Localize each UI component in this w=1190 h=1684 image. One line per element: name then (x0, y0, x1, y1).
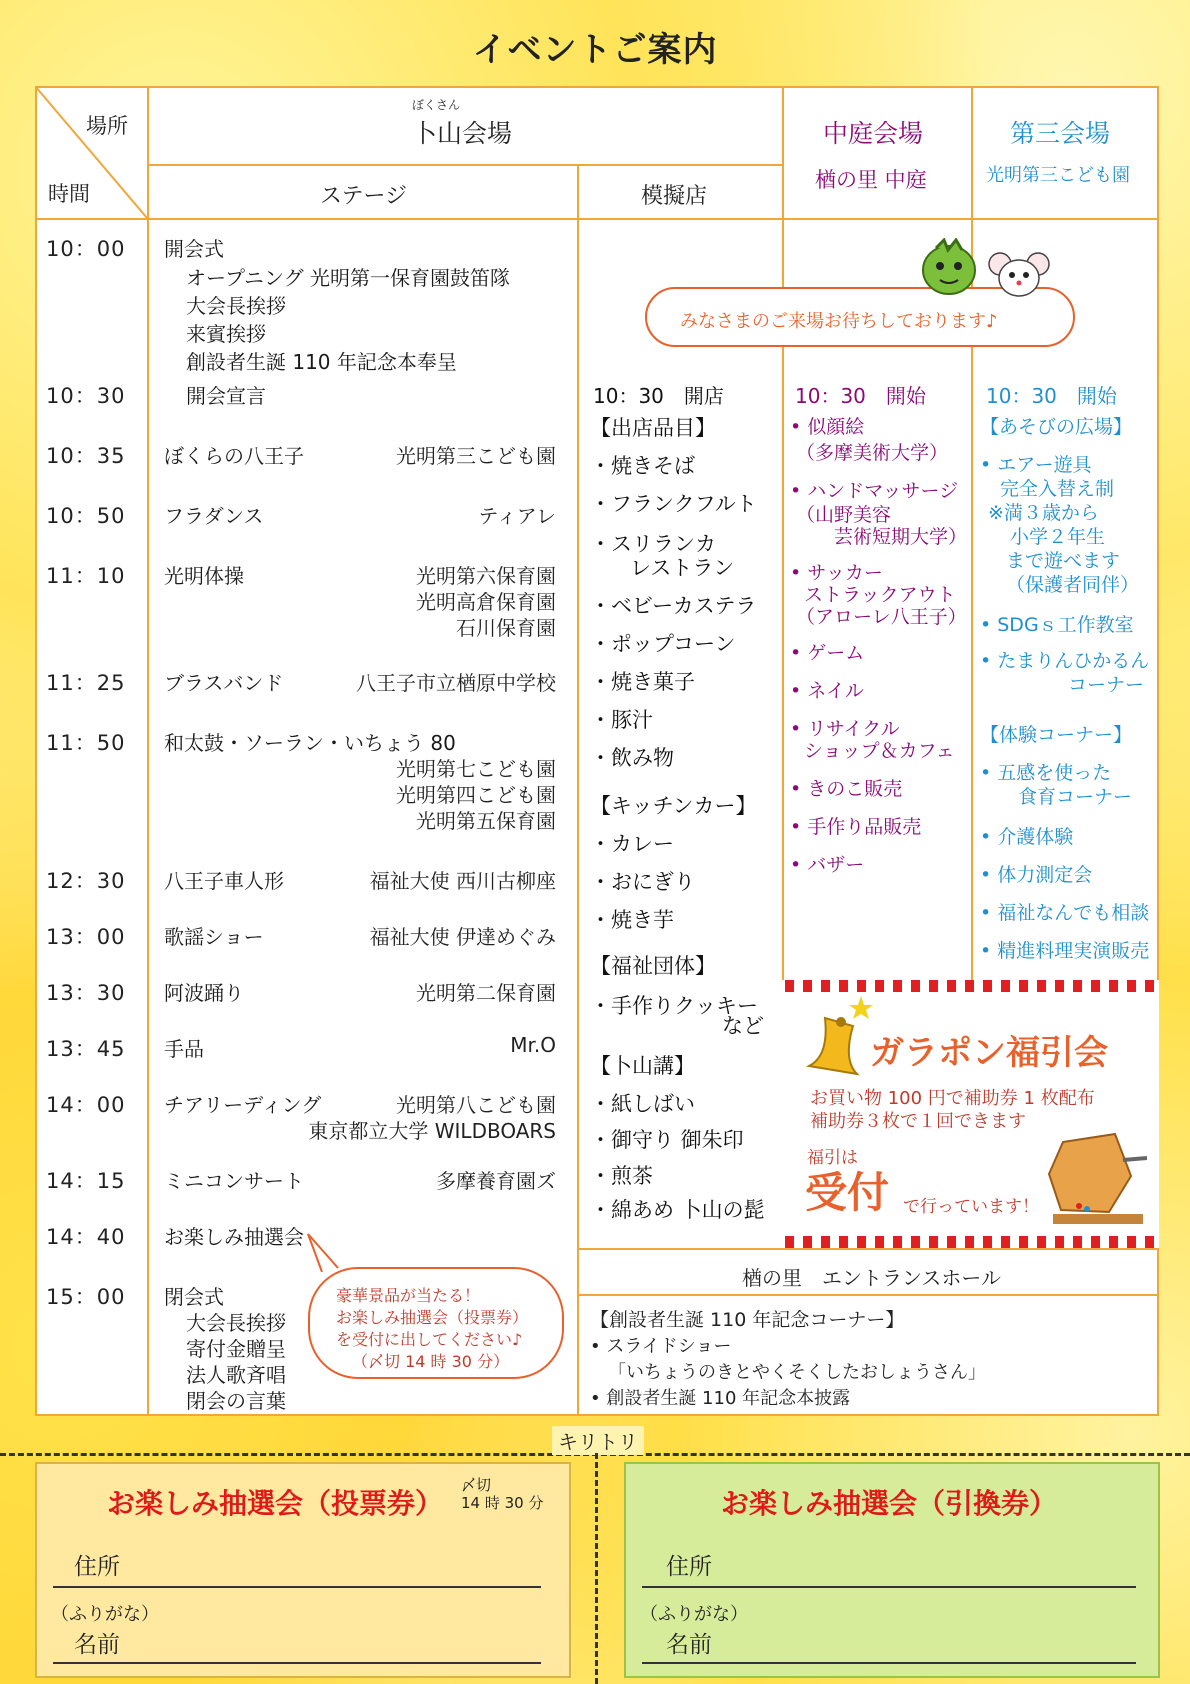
mogiten-item: ・フランクフルト (590, 492, 757, 516)
mogiten-item: など (722, 1014, 764, 1038)
schedule-org: 光明第五保育園 (416, 809, 556, 833)
daisan-item: 小学２年生 (1010, 526, 1106, 548)
welcome-text: みなさまのご来場お待ちしております♪ (680, 311, 998, 332)
daisan-venue: 第三会場 (1010, 119, 1111, 148)
name-underline (642, 1662, 1136, 1664)
mogiten-item: ・手作りクッキー (590, 994, 758, 1018)
garapon-panel (785, 980, 1159, 1248)
lottery-bubble-line: （〆切 14 時 30 分） (352, 1352, 510, 1371)
nakaniwa-item: • リサイクル (790, 718, 900, 740)
daisan-item: • たまりんひかるん (980, 650, 1150, 672)
schedule-time: 14：40 (46, 1225, 126, 1249)
schedule-act: 歌謡ショー (164, 925, 264, 949)
nakaniwa-item: • 似顔絵 (790, 416, 865, 438)
cut-line-vertical (595, 1453, 598, 1684)
nakaniwa-sub: 楢の里 中庭 (815, 168, 927, 192)
schedule-time: 13：45 (46, 1037, 126, 1061)
mogiten-item: ・綿あめ 卜山の髭 (590, 1198, 765, 1222)
schedule-act: ぼくらの八王子 (164, 444, 304, 468)
mogiten-item: 【卜山講】 (590, 1054, 695, 1078)
schedule-org: 光明第四こども園 (396, 783, 556, 807)
garapon-line1: お買い物 100 円で補助券 1 枚配布 (810, 1088, 1095, 1109)
schedule-time: 11：50 (46, 731, 126, 755)
schedule-act: チアリーディング (164, 1093, 322, 1117)
nakaniwa-item: • サッカー (790, 562, 883, 584)
daisan-item: • 精進料理実演販売 (980, 940, 1150, 962)
mogiten-item: 【キッチンカー】 (590, 794, 757, 818)
name-underline (53, 1662, 541, 1664)
schedule-org: 光明第七こども園 (396, 757, 556, 781)
nakaniwa-venue: 中庭会場 (823, 119, 924, 148)
green-mascot-icon (918, 238, 980, 296)
schedule-time: 13：00 (46, 925, 126, 949)
address-underline (53, 1586, 541, 1588)
schedule-org: ティアレ (478, 504, 556, 528)
schedule-act: 閉会式 (164, 1285, 224, 1309)
page-title: イベントご案内 (472, 30, 718, 70)
daisan-item: （保護者同伴） (1006, 574, 1140, 596)
schedule-org: 光明第二保育園 (416, 981, 556, 1005)
lottery-machine-icon (1043, 1130, 1153, 1230)
daisan-item: まで遊べます (1006, 550, 1121, 572)
schedule-org: 光明第六保育園 (416, 564, 556, 588)
nakaniwa-item: ショップ＆カフェ (804, 740, 955, 762)
daisan-item: • エアー遊具 (980, 454, 1092, 476)
schedule-time: 14：00 (46, 1093, 126, 1117)
schedule-time: 10：00 (46, 237, 126, 261)
divider (35, 218, 1159, 220)
divider (971, 86, 973, 980)
schedule-org: 福祉大使 西川古柳座 (369, 869, 556, 893)
bokusan-ruby: ぼくさん (412, 98, 461, 112)
entrance-line: • スライドショー (590, 1336, 732, 1357)
nakaniwa-item: ストラックアウト (804, 584, 956, 606)
lottery-bubble-line: 豪華景品が当たる！ (336, 1286, 481, 1305)
schedule-org: 東京都立大学 WILDBOARS (308, 1119, 556, 1143)
daisan-item: 完全入替え制 (1000, 478, 1115, 500)
red-stripe (785, 1236, 1159, 1248)
mogiten-item: ・豚汁 (590, 708, 653, 732)
schedule-act: 手品 (164, 1037, 204, 1061)
lottery-bubble-line: を受付に出してください♪ (336, 1330, 523, 1349)
mogiten-item: ・焼きそば (590, 454, 695, 478)
address-underline (642, 1586, 1136, 1588)
time-label: 時間 (48, 182, 90, 206)
mogiten-item: ・焼き芋 (590, 908, 674, 932)
garapon-post: で行っています！ (903, 1197, 1039, 1217)
mogiten-item: ・おにぎり (590, 870, 695, 894)
schedule-time: 13：30 (46, 981, 126, 1005)
schedule-org: 光明第八こども園 (396, 1093, 556, 1117)
schedule-act: 創設者生誕 110 年記念本奉呈 (186, 350, 457, 374)
divider (147, 86, 149, 1416)
schedule-time: 10：35 (46, 444, 126, 468)
schedule-act: 寄付金贈呈 (186, 1337, 286, 1361)
divider (577, 1248, 1159, 1250)
mogiten-item: ・焼き菓子 (590, 670, 695, 694)
schedule-org: Mr.O (510, 1033, 556, 1057)
mouse-mascot-icon (988, 248, 1050, 298)
mogiten-item: ・カレー (590, 832, 674, 856)
mogiten-item: ・ベビーカステラ (590, 594, 757, 618)
nakaniwa-item: • バザー (790, 854, 865, 876)
nakaniwa-item: • ネイル (790, 680, 864, 702)
mogiten-item: レストラン (630, 556, 735, 580)
bokusan-venue: 卜山会場 (412, 119, 513, 148)
daisan-item: コーナー (1068, 674, 1145, 696)
schedule-org: 多摩養育園ズ (436, 1169, 556, 1193)
schedule-act: 光明体操 (164, 564, 244, 588)
daisan-item: • 介護体験 (980, 826, 1074, 848)
vote-furigana-label: （ふりがな） (51, 1604, 159, 1625)
daisan-item: • 体力測定会 (980, 864, 1093, 886)
nakaniwa-item: （多摩美術大学） (796, 442, 949, 464)
schedule-time: 15：00 (46, 1285, 126, 1309)
schedule-act: 大会長挨拶 (186, 1311, 286, 1335)
nakaniwa-item: • 手作り品販売 (790, 816, 922, 838)
nakaniwa-item: • きのこ販売 (790, 778, 903, 800)
daisan-sub: 光明第三こども園 (986, 165, 1130, 186)
mogiten-item: ・御守り 御朱印 (590, 1128, 744, 1152)
schedule-time: 10：50 (46, 504, 126, 528)
daisan-item: • SDGｓ工作教室 (980, 614, 1134, 636)
schedule-act: フラダンス (164, 504, 264, 528)
bubble-tail-icon (300, 1232, 340, 1272)
divider (577, 165, 579, 1416)
mogiten-item: ・飲み物 (590, 746, 674, 770)
daisan-item: 食育コーナー (1018, 786, 1133, 808)
schedule-org: 八王子市立楢原中学校 (356, 671, 556, 695)
vote-ticket-title: お楽しみ抽選会（投票券） (107, 1487, 444, 1520)
exchange-ticket-title: お楽しみ抽選会（引換券） (721, 1487, 1058, 1520)
schedule-act: ブラスバンド (164, 671, 284, 695)
schedule-act: 八王子車人形 (164, 869, 284, 893)
schedule-act: 和太鼓・ソーラン・いちょう 80 (164, 731, 456, 755)
schedule-act: オープニング 光明第一保育園鼓笛隊 (186, 266, 510, 290)
daisan-item: 【体験コーナー】 (980, 724, 1133, 746)
kiritori-label: キリトリ (552, 1426, 644, 1455)
schedule-time: 11：25 (46, 671, 126, 695)
vote-ticket (35, 1462, 571, 1678)
nakaniwa-item: （山野美容 (796, 504, 892, 526)
stage-header: ステージ (320, 184, 408, 209)
daisan-item: 【あそびの広場】 (980, 416, 1133, 438)
daisan-item: • 五感を使った (980, 762, 1112, 784)
entrance-line: 「いちょうのきとやくそくしたおしょうさん」 (608, 1362, 986, 1383)
mogiten-item: ・紙しばい (590, 1092, 695, 1116)
daisan-item: • 福祉なんでも相談 (980, 902, 1150, 924)
nakaniwa-item: • ゲーム (790, 642, 865, 664)
lottery-bubble-line: お楽しみ抽選会（投票券） (336, 1308, 529, 1327)
mogiten-open: 10：30 開店 (593, 384, 724, 408)
exchange-name-label: 名前 (666, 1632, 712, 1658)
vote-name-label: 名前 (74, 1632, 120, 1658)
mogiten-item: ・スリランカ (590, 532, 716, 556)
nakaniwa-item: （アローレ八王子） (796, 606, 967, 628)
schedule-act: 大会長挨拶 (186, 294, 286, 318)
schedule-act: 閉会の言葉 (186, 1389, 286, 1413)
schedule-act: 阿波踊り (164, 981, 244, 1005)
daisan-item: ※満３歳から (988, 502, 1099, 524)
divider (782, 86, 784, 980)
schedule-org: 福祉大使 伊達めぐみ (369, 925, 556, 949)
daisan-open: 10：30 開始 (986, 384, 1117, 408)
garapon-pre: 福引は (807, 1148, 858, 1168)
entrance-header: 楢の里 エントランスホール (742, 1266, 1001, 1290)
schedule-act: ミニコンサート (164, 1169, 304, 1193)
schedule-org: 光明高倉保育園 (416, 590, 556, 614)
entrance-line: • 創設者生誕 110 年記念本披露 (590, 1388, 851, 1409)
schedule-act: 開会式 (164, 237, 224, 261)
schedule-org: 光明第三こども園 (396, 444, 556, 468)
nakaniwa-item: • ハンドマッサージ (790, 480, 959, 502)
vote-address-label: 住所 (74, 1554, 120, 1580)
schedule-time: 12：30 (46, 869, 126, 893)
divider (577, 1294, 1159, 1296)
garapon-line2: 補助券３枚で１回できます (810, 1111, 1026, 1132)
nakaniwa-open: 10：30 開始 (795, 384, 926, 408)
schedule-org: 石川保育園 (456, 616, 556, 640)
mogiten-item: 【出店品目】 (590, 416, 716, 440)
schedule-act: 開会宣言 (186, 384, 266, 408)
schedule-act: お楽しみ抽選会 (164, 1225, 304, 1249)
vote-deadline-label: 〆切 (461, 1476, 492, 1494)
entrance-line: 【創設者生誕 110 年記念コーナー】 (590, 1309, 905, 1331)
schedule-time: 14：15 (46, 1169, 126, 1193)
mogiten-header: 模擬店 (641, 184, 708, 209)
mogiten-item: 【福祉団体】 (590, 954, 716, 978)
exchange-address-label: 住所 (666, 1554, 712, 1580)
schedule-act: 法人歌斉唱 (186, 1363, 286, 1387)
garapon-title: ガラポン福引会 (870, 1033, 1108, 1073)
nakaniwa-item: 芸術短期大学） (834, 526, 968, 548)
vote-deadline-time: 14 時 30 分 (461, 1494, 544, 1512)
schedule-act: 来賓挨拶 (186, 322, 266, 346)
exchange-ticket (624, 1462, 1160, 1678)
divider (147, 164, 782, 166)
schedule-time: 11：10 (46, 564, 126, 588)
exchange-furigana-label: （ふりがな） (640, 1604, 748, 1625)
place-label: 場所 (86, 114, 128, 138)
garapon-big: 受付 (805, 1168, 890, 1217)
schedule-time: 10：30 (46, 384, 126, 408)
mogiten-item: ・煎茶 (590, 1164, 653, 1188)
mogiten-item: ・ポップコーン (590, 632, 736, 656)
